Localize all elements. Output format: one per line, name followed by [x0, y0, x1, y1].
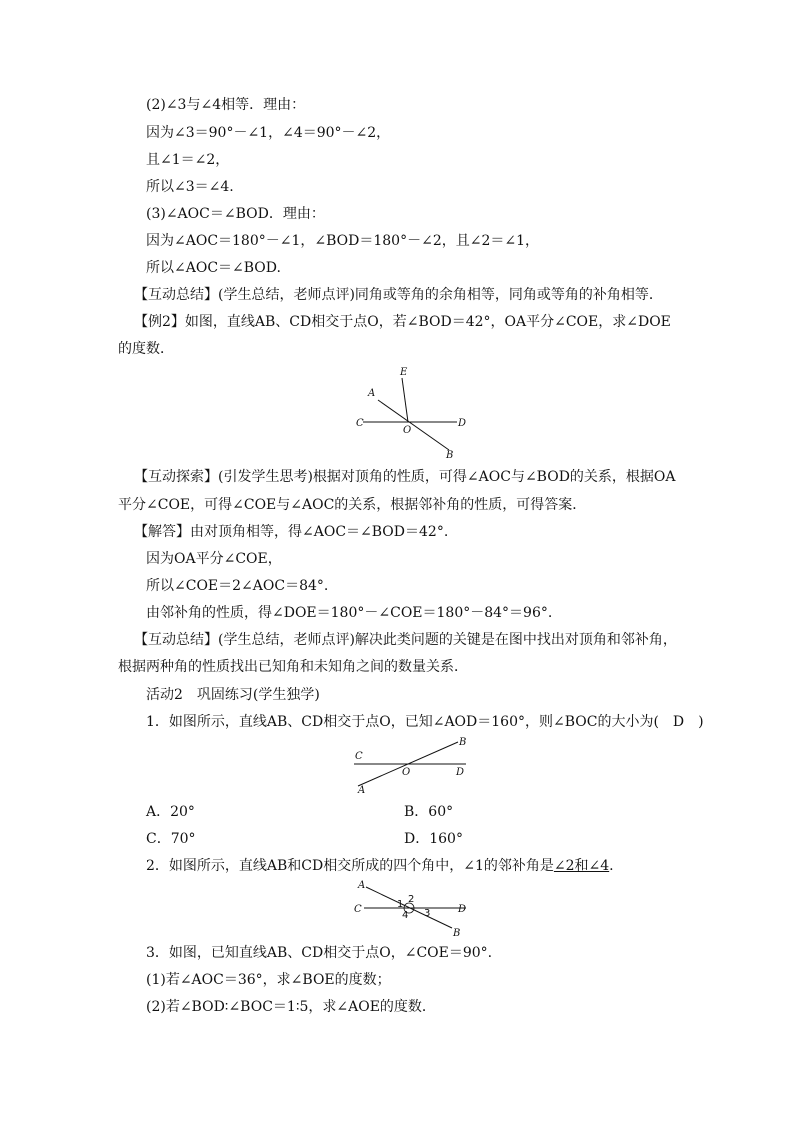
text-line: 因为∠AOC＝180°－∠1，∠BOD＝180°－∠2，且∠2＝∠1， [146, 233, 540, 249]
text-line: 由邻补角的性质，得∠DOE＝180°－∠COE＝180°－84°＝96°. [146, 605, 553, 621]
option-b[interactable]: B．60° [404, 804, 454, 820]
label-c: C [355, 751, 363, 762]
summary-line: 【互动总结】(学生总结，老师点评)同角或等角的余角相等，同角或等角的补角相等． [134, 287, 663, 303]
text-line: 的度数． [118, 341, 174, 357]
label-d: D [456, 767, 465, 778]
example-2-line: 【例2】如图，直线AB、CD相交于点O，若∠BOD＝42°，OA平分∠COE，求∠DOE [134, 314, 671, 330]
question-1: 1．如图所示，直线AB、CD相交于点O，已知∠AOD＝160°，则∠BOC的大小为( D ) [146, 714, 704, 730]
explore-line: 【互动探索】(引发学生思考)根据对顶角的性质，可得∠AOC与∠BOD的关系，根据OA [134, 469, 676, 485]
question-3-part-2: (2)若∠BOD∶∠BOC＝1∶5，求∠AOE的度数． [146, 999, 436, 1015]
text-line: 且∠1＝∠2， [146, 152, 230, 168]
question-3-part-1: (1)若∠AOC＝36°，求∠BOE的度数； [146, 972, 391, 988]
angle-4: 4 [402, 910, 409, 921]
label-b: B [446, 450, 454, 461]
label-c: C [356, 418, 364, 429]
label-a: A [358, 785, 366, 796]
label-b: B [453, 928, 461, 938]
question-2 [146, 857, 614, 875]
label-c: C [354, 904, 362, 915]
question-2-end: . [609, 858, 614, 874]
label-d: D [458, 904, 467, 915]
text-line: (3)∠AOC＝∠BOD．理由： [146, 206, 325, 222]
option-a[interactable]: A．20° [146, 804, 195, 820]
text-line: 根据两种角的性质找出已知角和未知角之间的数量关系． [118, 659, 468, 675]
question-2-answer: ∠2和∠4 [553, 858, 610, 874]
figure-question-1 [348, 734, 472, 796]
label-a: A [368, 388, 376, 399]
option-c[interactable]: C．70° [146, 831, 196, 847]
activity-heading: 活动2 巩固练习(学生独学) [146, 687, 320, 703]
ray-oe [402, 378, 408, 422]
text-line: 因为OA平分∠COE， [146, 551, 282, 567]
angle-1: 1 [397, 899, 404, 910]
label-e: E [400, 367, 408, 378]
angle-2: 2 [408, 894, 415, 905]
text-line: 平分∠COE，可得∠COE与∠AOC的关系，根据邻补角的性质，可得答案． [118, 497, 587, 513]
text-line: 所以∠AOC＝∠BOD. [146, 260, 281, 276]
text-line: 所以∠COE＝2∠AOC＝84°. [146, 578, 329, 594]
label-o: O [402, 767, 411, 778]
angle-3: 3 [424, 908, 431, 919]
label-a: A [358, 880, 366, 891]
answer-line: 【解答】由对顶角相等，得∠AOC＝∠BOD＝42°. [134, 524, 449, 540]
text-line: 所以∠3＝∠4. [146, 179, 234, 195]
figure-question-2 [350, 880, 474, 938]
label-d: D [458, 418, 467, 429]
label-b: B [459, 737, 467, 748]
option-d[interactable]: D．160° [404, 831, 463, 847]
text-line: 因为∠3＝90°－∠1，∠4＝90°－∠2， [146, 125, 391, 141]
label-o: O [403, 425, 412, 436]
summary-line: 【互动总结】(学生总结，老师点评)解决此类问题的关键是在图中找出对顶角和邻补角， [134, 632, 677, 648]
line-ab [378, 400, 449, 450]
question-3: 3．如图，已知直线AB、CD相交于点O，∠COE＝90°. [146, 945, 493, 961]
figure-lines-abcd-oe [355, 365, 467, 461]
question-2-text: 2．如图所示，直线AB和CD相交所成的四个角中，∠1的邻补角是 [146, 858, 554, 874]
text-line: (2)∠3与∠4相等．理由： [146, 97, 306, 113]
